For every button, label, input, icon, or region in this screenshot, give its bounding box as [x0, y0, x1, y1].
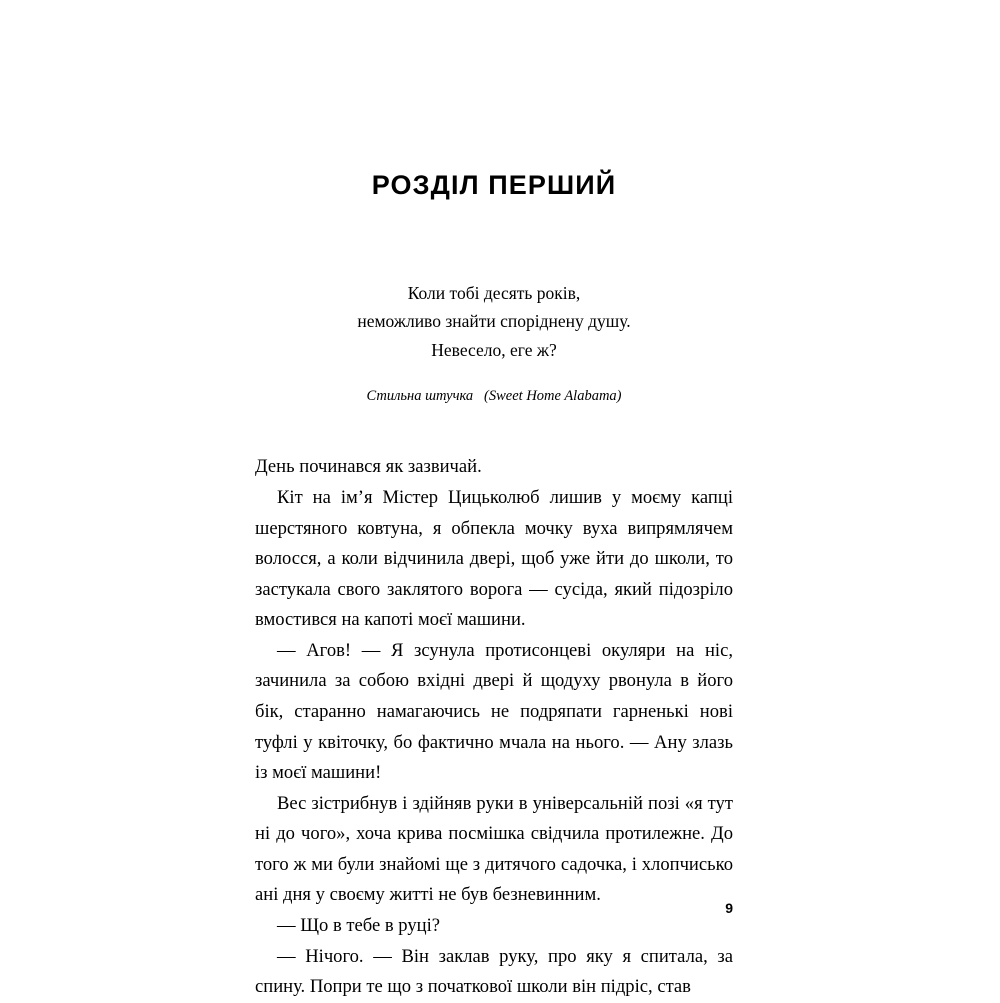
page-content-column — [255, 0, 733, 1000]
chapter-title: РОЗДІЛ ПЕРШИЙ — [371, 170, 617, 200]
paragraph: День починався як зазвичай. — [255, 456, 482, 478]
paragraph: — Що в тебе в руці? — [277, 915, 441, 937]
epigraph-line: неможливо знайти споріднену душу. — [357, 311, 631, 332]
paragraph: — Агов! — Я зсунула протисонцеві окуляри на ніс, зачинила за собою вхідні двері й щодуху рвонула в його бік, старанно намагаючись не подряпати гарненькі нові туфлі у квіточку, бо фактично мчала на нього. — Ану злазь із моєї машини! — [255, 639, 733, 784]
epigraph-source-title: Стильна штучка — [366, 388, 474, 405]
paragraph: Вес зістрибнув і здійняв руки в універсальній позі «я тут ні до чого», хоча крива посмішка свідчила протилежне. До того ж ми були знайомі ще з дитячого садочка, і хлопчисько ані дня у своєму житті не був безневинним. — [255, 792, 733, 906]
page-number: 9 — [725, 900, 733, 916]
paragraph: — Нічого. — Він заклав руку, про яку я спитала, за спину. Попри те що з початкової школи він підріс, став — [255, 945, 733, 998]
paragraph: Кіт на ім’я Містер Цицьколюб лишив у моєму капці шерстяного ковтуна, я обпекла мочку вуха випрямлячем волосся, а коли відчинила двері, щоб уже йти до школи, то застукала свого заклятого ворога — сусіда, який підозріло вмостився на капоті моєї машини. — [255, 486, 733, 631]
epigraph — [255, 279, 733, 364]
epigraph-source-original-title: (Sweet Home Alabama) — [484, 388, 622, 405]
epigraph-line: Невесело, еге ж? — [431, 339, 557, 360]
epigraph-source — [255, 386, 733, 406]
body-text — [255, 452, 733, 1002]
epigraph-line: Коли тобі десять років, — [407, 283, 581, 304]
